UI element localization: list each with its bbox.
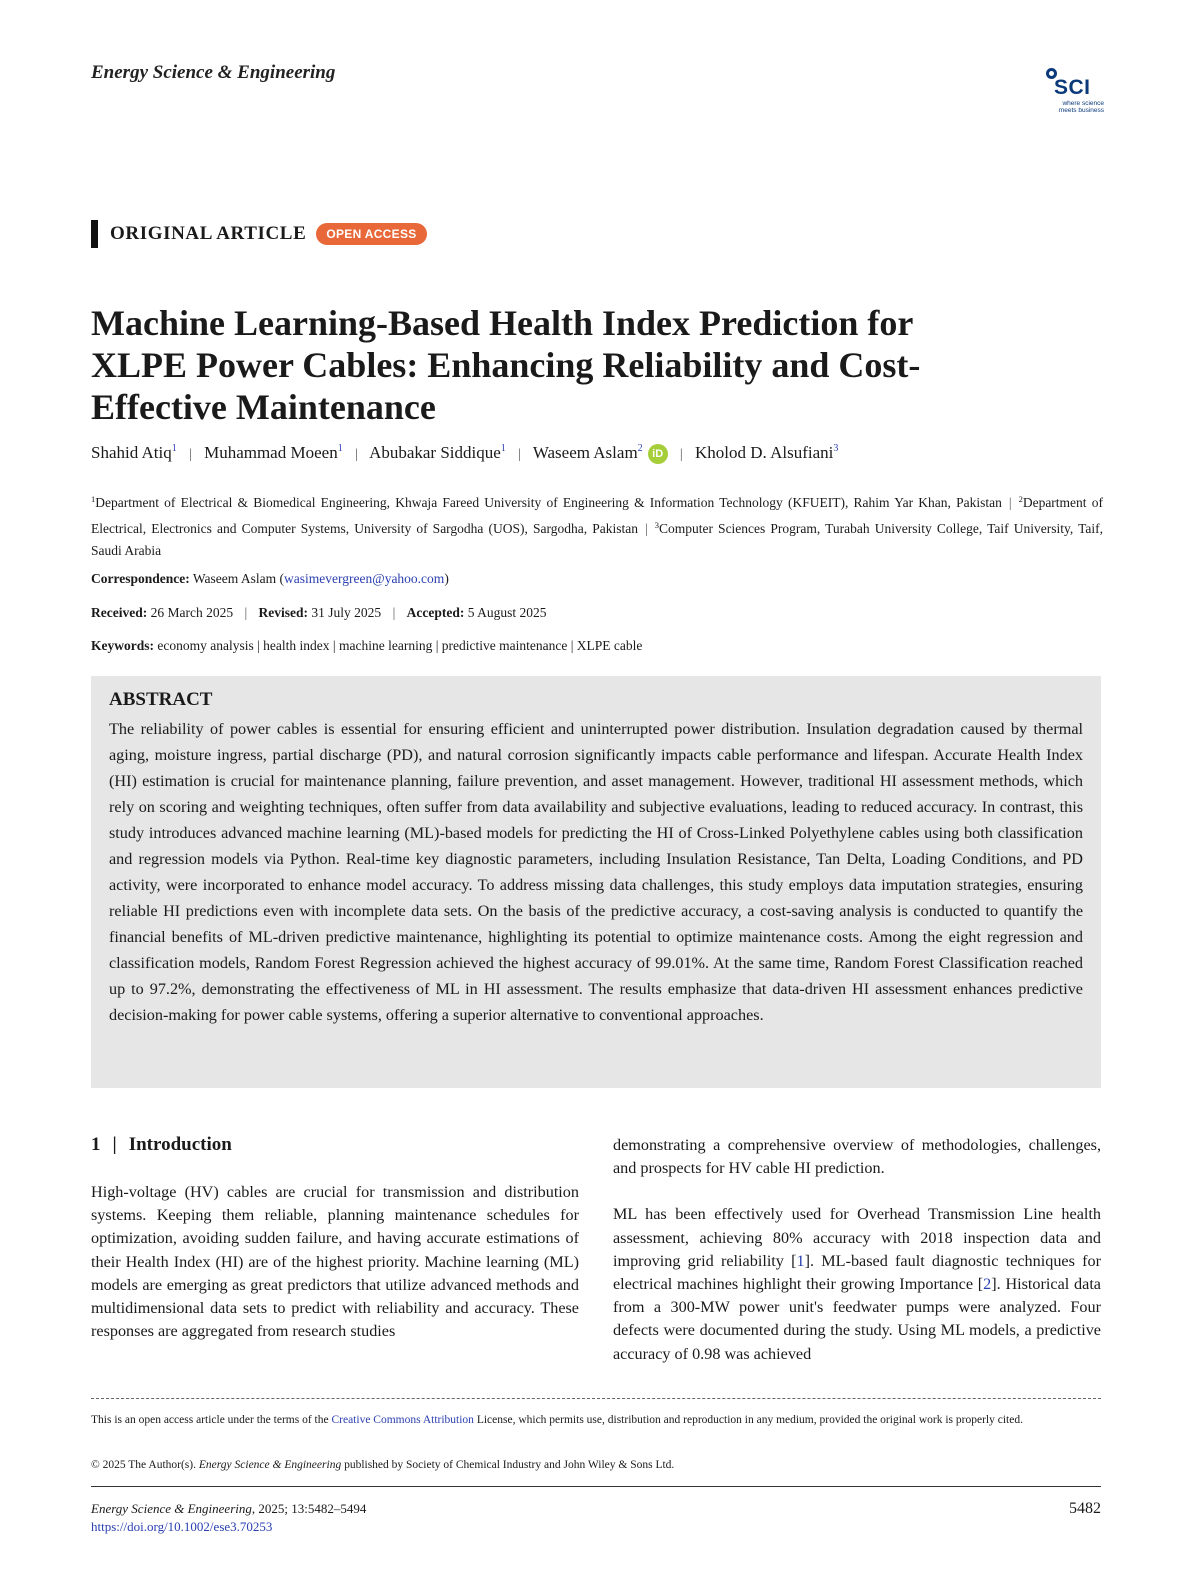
journal-title: Energy Science & Engineering [91,62,336,83]
affiliation-marker: 2 [1018,494,1023,504]
keywords-label: Keywords: [91,638,154,653]
received-date: 26 March 2025 [150,605,234,620]
intro-paragraph: High-voltage (HV) cables are crucial for transmission and distribution systems. Keeping them reliable, planning maintenance schedules for optimization, avoiding sudden failure, and having accurate estimations of their Health Index (HI) are of the highest priority. Machine learning (ML) models are emerging as great predictors that utilize advanced methods and multidimensional data sets to predict with reliability and accuracy. These responses are aggregated from research studies [91,1183,579,1341]
cc-license-link[interactable]: Creative Commons Attribution [331,1414,474,1426]
section-heading [91,1134,232,1156]
article-type-bar [91,220,98,248]
received-label: Received: [91,605,148,620]
abstract-box [91,676,1101,1088]
citation-volume: , 2025; 13:5482–5494 [251,1501,367,1516]
logo-text: SCI [1054,76,1091,99]
copyright-text: published by Society of Chemical Industry and John Wiley & Sons Ltd. [341,1459,675,1471]
affiliations [91,488,1103,562]
reference-link[interactable]: 2 [983,1275,992,1294]
open-access-badge: OPEN ACCESS [316,223,426,245]
copyright-journal: Energy Science & Engineering [198,1459,342,1471]
separator: | [679,447,683,462]
keywords-list: economy analysis | health index | machine learning | predictive maintenance | XLPE cable [157,638,643,653]
author-affiliation-marker: 1 [500,443,506,454]
section-title: Introduction [128,1134,232,1155]
revised-date: 31 July 2025 [311,605,382,620]
paragraph-text: ]. Historical data from a 300-MW power unit's feedwater pumps were analyzed. Four defects were documented during the study. Using ML models, a predictive accuracy of 0.98 was achieved [613,1275,1101,1363]
separator: | [645,521,648,536]
license-text: This is an open access article under the terms of the [91,1414,332,1426]
page-number: 5482 [1069,1500,1101,1517]
intro-paragraph-continued: demonstrating a comprehensive overview of methodologies, challenges, and prospects for HV cable HI prediction. [613,1136,1101,1178]
dates-line [91,605,547,621]
logo-tagline: where science meets business [1058,100,1104,114]
copyright-note [91,1455,1101,1476]
abstract-heading: ABSTRACT [109,689,213,710]
reference-link[interactable]: 1 [796,1251,805,1270]
affiliation-text: Department of Electrical & Biomedical Engineering, Khwaja Fareed University of Engineering & Information Technology (KFUEIT), Rahim Yar Khan, Pakistan [95,495,1002,510]
doi-link[interactable]: https://doi.org/10.1002/ese3.70253 [91,1519,273,1534]
revised-label: Revised: [258,605,309,620]
orcid-icon[interactable]: iD [648,444,668,464]
article-type-header [91,220,427,248]
article-title: Machine Learning-Based Health Index Prediction for XLPE Power Cables: Enhancing Reliability and Cost-Effective Maintenance [91,303,921,427]
author-affiliation-marker: 1 [171,443,177,454]
copyright-text: © 2025 The Author(s). [91,1459,199,1471]
abstract-text: The reliability of power cables is essential for ensuring efficient and uninterrupted power distribution. Insulation degradation caused by thermal aging, moisture ingress, partial discharge (PD), and natural corrosion significantly impacts cable performance and lifespan. Accurate Health Index (HI) estimation is crucial for maintenance planning, failure prevention, and asset management. However, traditional HI assessment methods, which rely on scoring and weighting techniques, often suffer from data availability and subjective evaluations, leading to reduced accuracy. In contrast, this study introduces advanced machine learning (ML)-based models for predicting the HI of Cross-Linked Polyethylene cables using both classification and regression models via Python. Real-time key diagnostic parameters, including Insulation Resistance, Tan Delta, Loading Conditions, and PD activity, were incorporated to enhance model accuracy. To address missing data challenges, this study employs data imputation strategies, ensuring reliable HI predictions even with incomplete data sets. On the basis of the predictive accuracy, a cost-saving analysis is conducted to quantify the financial benefits of ML-driven predictive maintenance, highlighting its potential to optimize maintenance costs. Among the eight regression and classification models, Random Forest Regression achieved the highest accuracy of 99.01%. At the same time, Random Forest Classification reached up to 97.2%, demonstrating the effectiveness of ML in HI assessment. The results emphasize that data-driven HI assessment enhances predictive decision-making for power cable systems, offering a superior alternative to conventional approaches. [109,720,1083,1024]
article-type-label: ORIGINAL ARTICLE [110,223,307,244]
separator: | [392,605,396,620]
affiliation-text: Computer Sciences Program, Turabah University College, Taif University, Taif, Saudi Arabia [91,521,1103,558]
citation-line [91,1500,366,1518]
correspondence-label: Correspondence: [91,571,190,586]
author-name[interactable]: Shahid Atiq [91,443,172,462]
affiliation-marker: 1 [91,494,96,504]
keywords-line [91,638,642,654]
separator: | [1008,495,1012,510]
sci-logo [1044,66,1104,116]
author-name[interactable]: Waseem Aslam [532,443,638,462]
footer-divider [91,1398,1101,1399]
footer-rule [91,1486,1101,1487]
license-note [91,1410,1101,1431]
author-affiliation-marker: 2 [637,443,643,454]
affiliation-text: Department of Electrical, Electronics and Computer Systems, University of Sargodha (UOS), Sargodha, Pakistan [91,495,1103,536]
separator: | [112,1134,117,1155]
author-affiliation-marker: 3 [833,443,839,454]
author-name[interactable]: Kholod D. Alsufiani [694,443,834,462]
accepted-date: 5 August 2025 [467,605,547,620]
author-list [91,443,838,464]
intro-paragraph [613,1203,1101,1365]
author-name[interactable]: Muhammad Moeen [204,443,338,462]
citation-journal: Energy Science & Engineering [91,1501,252,1516]
separator: | [518,447,521,462]
author-name[interactable]: Abubakar Siddique [369,443,501,462]
citation-block [91,1500,366,1536]
correspondence-name: Waseem Aslam [192,571,277,586]
paragraph-text: ML has been effectively used for Overhead Transmission Line health assessment, achieving 80% accuracy with 2018 inspection data and improving grid reliability [ [613,1205,1101,1270]
affiliation-marker: 3 [654,520,659,530]
correspondence-email-link[interactable]: wasimevergreen@yahoo.com [284,571,445,586]
paragraph-text: ]. ML-based fault diagnostic techniques for electrical machines highlight their growing Importance [ [613,1251,1102,1294]
license-text: License, which permits use, distribution and reproduction in any medium, provided the original work is properly cited. [473,1414,1023,1426]
accepted-label: Accepted: [406,605,465,620]
intro-right-column [613,1134,1101,1366]
correspondence-line: Correspondence: Waseem Aslam (wasimevergreen@yahoo.com) [91,571,449,586]
separator: | [244,605,248,620]
section-number: 1 [91,1134,101,1155]
separator: | [189,447,192,462]
author-affiliation-marker: 1 [337,443,343,454]
separator: | [354,447,358,462]
intro-left-column [91,1181,579,1343]
